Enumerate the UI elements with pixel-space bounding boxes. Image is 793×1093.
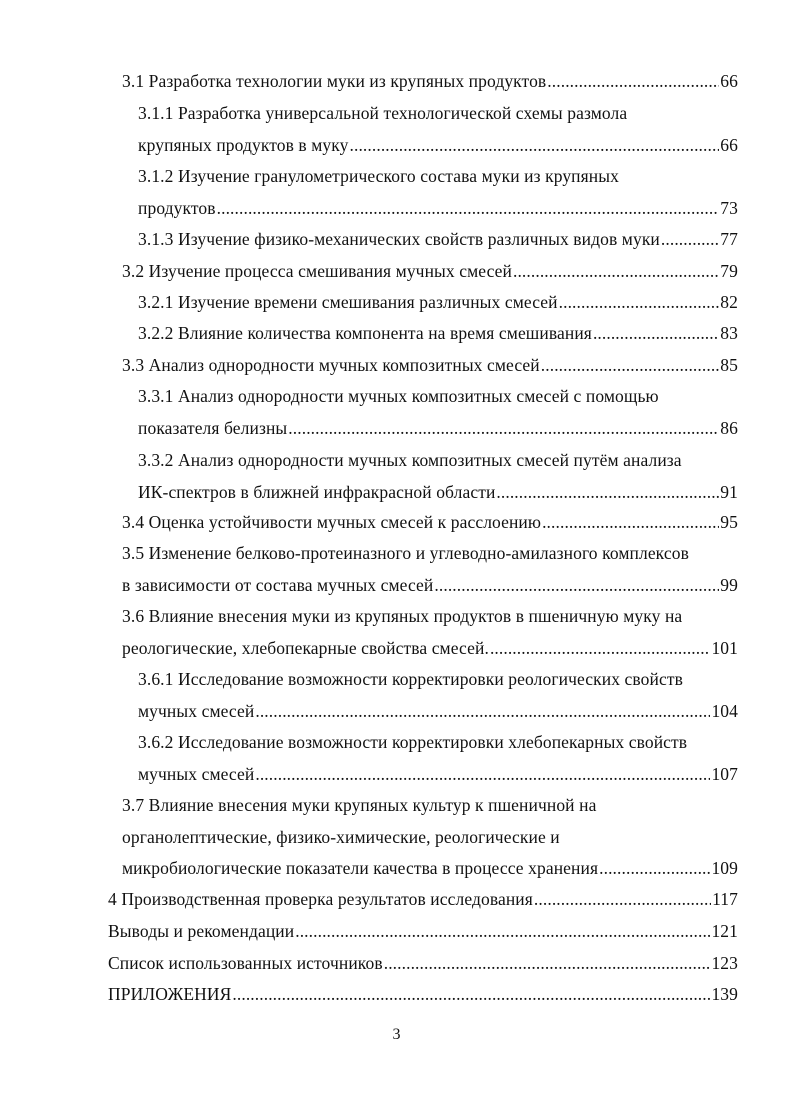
toc-entry-line [138, 696, 738, 728]
toc-leader-dots [559, 287, 720, 319]
toc-entry-title-cont: ИК-спектров в ближней инфракрасной области [138, 481, 496, 502]
toc-entry-line [138, 759, 738, 791]
toc-entry-line [138, 224, 738, 256]
toc-page-number: 123 [711, 953, 738, 973]
toc-entry [138, 287, 738, 319]
toc-entry [122, 790, 738, 885]
toc-entry-line [122, 66, 738, 98]
toc-entry-title: 3.6.2 Исследование возможности корректировки хлебопекарных свойств [138, 732, 688, 752]
toc-leader-dots [496, 477, 719, 509]
toc-leader-dots [490, 633, 711, 665]
toc-entry-title: 3.3 Анализ однородности мучных композитных смесей [122, 355, 540, 375]
toc-entry-title-cont: органолептические, физико-химические, реологические и [122, 826, 560, 847]
toc-leader-dots [232, 979, 710, 1011]
toc-entry-title-cont: мучных смесей [138, 763, 255, 784]
toc-page-number: 104 [711, 700, 738, 721]
toc-page-number: 99 [720, 574, 738, 595]
toc-entry-title-cont: мучных смесей [138, 700, 255, 721]
toc-page-number: 139 [711, 984, 738, 1004]
toc-entry-line [122, 507, 738, 539]
toc-leader-dots [541, 350, 720, 382]
toc-entry-title: 3.1.1 Разработка универсальной технологической схемы размола [138, 103, 628, 123]
toc-entry-line [138, 413, 738, 445]
toc-entry-title: 3.2.2 Влияние количества компонента на время смешивания [138, 323, 592, 343]
toc-entry [138, 98, 738, 161]
toc-page-number: 85 [720, 355, 738, 375]
toc-page-number: 66 [720, 134, 738, 155]
toc-page-number: 83 [720, 323, 738, 343]
toc-leader-dots [288, 413, 719, 445]
toc-page-number: 86 [720, 417, 738, 438]
toc-page-number: 109 [711, 858, 738, 879]
toc-entry-title: 3.2.1 Изучение времени смешивания различных смесей [138, 292, 558, 312]
toc-entry-title: 3.5 Изменение белково-протеиназного и углеводно-амилазного комплексов [122, 543, 689, 563]
toc-entry-title-cont: продуктов [138, 197, 216, 218]
toc-leader-dots [295, 916, 710, 948]
toc-entry-title-cont: в зависимости от состава мучных смесей [122, 574, 434, 595]
toc-entry [108, 948, 738, 980]
toc-entry [122, 538, 738, 601]
toc-entry [138, 318, 738, 350]
toc-leader-dots [593, 318, 719, 350]
toc-entry-line [122, 570, 738, 602]
toc-entry [122, 350, 738, 382]
toc-leader-dots [384, 948, 711, 980]
toc-entry [122, 507, 738, 539]
toc-entry [108, 884, 738, 916]
toc-page-number: 121 [711, 921, 738, 941]
toc-leader-dots [434, 570, 719, 602]
toc-page-number: 77 [720, 229, 738, 249]
toc-entry-title: 3.6 Влияние внесения муки из крупяных продуктов в пшеничную муку на [122, 606, 683, 626]
toc-page-number: 82 [720, 292, 738, 312]
toc-page-number: 91 [720, 481, 738, 502]
toc-entry-title-cont: микробиологические показатели качества в процессе хранения [122, 858, 599, 879]
toc-leader-dots [350, 130, 720, 162]
toc-entry-title: 3.1.2 Изучение гранулометрического состава муки из крупяных [138, 166, 619, 186]
toc-leader-dots [255, 696, 710, 728]
toc-entry [108, 979, 738, 1011]
toc-page-number: 73 [720, 197, 738, 218]
toc-entry-title: 3.3.2 Анализ однородности мучных композитных смесей путём анализа [138, 450, 682, 470]
toc-entry-line [122, 350, 738, 382]
toc-entry-line [138, 287, 738, 319]
toc-entry [138, 381, 738, 444]
toc-entry-title: 3.1.3 Изучение физико-механических свойств различных видов муки [138, 229, 660, 249]
toc-page-number: 107 [711, 763, 738, 784]
toc-entry-title: 3.7 Влияние внесения муки крупяных культур к пшеничной на [122, 795, 597, 815]
toc-entry-line [138, 318, 738, 350]
toc-entry-title: Выводы и рекомендации [108, 921, 295, 941]
toc-entry-line [108, 979, 738, 1011]
toc-entry-title: 3.1 Разработка технологии муки из крупяных продуктов [122, 71, 547, 91]
toc-leader-dots [217, 193, 720, 225]
toc-leader-dots [547, 66, 719, 98]
toc-entry-line [138, 193, 738, 225]
toc-entry [108, 916, 738, 948]
toc-leader-dots [599, 853, 710, 885]
toc-entry-title: 3.2 Изучение процесса смешивания мучных смесей [122, 261, 512, 281]
toc-page-number: 66 [720, 71, 738, 91]
toc-leader-dots [661, 224, 719, 256]
page-number: 3 [392, 1026, 401, 1043]
toc-page-number: 79 [720, 261, 738, 281]
toc-entry-title-cont: показателя белизны [138, 417, 288, 438]
toc-entry [138, 445, 738, 508]
toc-entry-line [122, 256, 738, 288]
toc-entry [122, 601, 738, 664]
toc-page-number: 117 [712, 889, 738, 909]
toc-entry-title: Список использованных источников [108, 953, 383, 973]
toc-entry-line [108, 884, 738, 916]
toc-entry-title: 4 Производственная проверка результатов исследования [108, 889, 533, 909]
toc-entry [122, 256, 738, 288]
toc-entry-line [108, 948, 738, 980]
toc-entry [122, 66, 738, 98]
toc-entry-title: 3.3.1 Анализ однородности мучных композитных смесей с помощью [138, 386, 659, 406]
toc-entry-line [122, 633, 738, 665]
toc-entry [138, 224, 738, 256]
toc-entry-line [138, 130, 738, 162]
toc-entry-title-cont: реологические, хлебопекарные свойства смесей. [122, 637, 489, 658]
toc-leader-dots [513, 256, 719, 288]
toc-page-number: 101 [711, 637, 738, 658]
toc-entry [138, 161, 738, 224]
toc-entry-line [108, 916, 738, 948]
toc-entry-title-cont: крупяных продуктов в муку [138, 134, 349, 155]
toc-leader-dots [255, 759, 710, 791]
toc-entry-title: 3.4 Оценка устойчивости мучных смесей к расслоению [122, 512, 542, 532]
toc-page-number: 95 [720, 512, 738, 532]
toc-entry-title: ПРИЛОЖЕНИЯ [108, 984, 232, 1004]
toc-entry-title: 3.6.1 Исследование возможности корректировки реологических свойств [138, 669, 683, 689]
toc-leader-dots [542, 507, 719, 539]
toc-leader-dots [534, 884, 711, 916]
toc-entry [138, 727, 738, 790]
toc-entry [138, 664, 738, 727]
toc-entry-line [122, 853, 738, 885]
toc-entry-line [138, 477, 738, 509]
